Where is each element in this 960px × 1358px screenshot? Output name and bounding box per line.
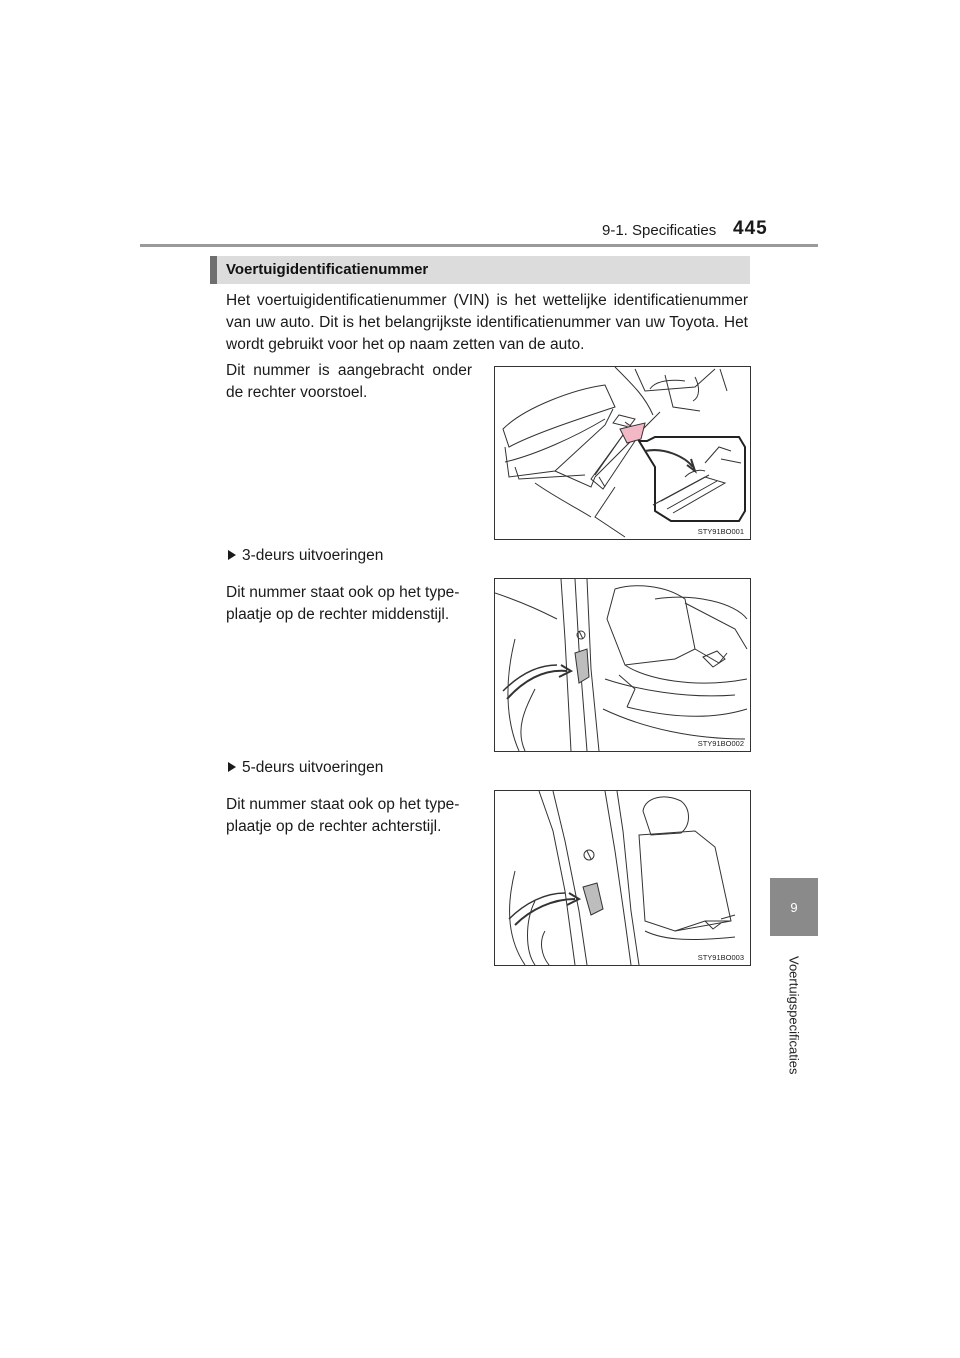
figure-front-seat [494,366,751,540]
section-heading: Voertuigidentificatienummer [226,261,429,278]
figure-code-3: STY91BO003 [697,953,744,962]
rear-pillar-illustration [495,791,750,965]
triangle-bullet-icon [228,762,236,772]
chapter-title [769,945,819,1085]
header-rule [140,244,818,247]
front-seat-illustration [495,367,750,539]
chapter-number: 9 [790,899,798,915]
figure-rear-pillar [494,790,751,966]
chapter-tab [770,878,818,936]
item-3-text: Dit nummer staat ook op het type-plaatje op de rechter achterstijl. [226,796,460,835]
figure-code-1: STY91BO001 [697,527,744,536]
item-2-text: Dit nummer staat ook op het type-plaatje op de rechter middenstijl. [226,584,460,623]
bullet-5-door [226,757,383,779]
page-number: 445 [733,218,768,239]
chapter-title-text: Voertuigspecificaties [786,955,802,1075]
bullet-3-door [226,545,383,567]
section-heading-bar [210,256,750,284]
intro-paragraph: Het voertuigidentificatienummer (VIN) is het wettelijke identificatienummer van uw auto. Dit is het belangrijkste identificatienummer van uw Toyota. Het wordt gebruikt voor het op naam zetten van de auto. [226,292,748,353]
triangle-bullet-icon [228,550,236,560]
center-pillar-illustration [495,579,750,751]
running-header-section: 9-1. Specificaties [602,222,717,239]
bullet-5-door-label: 5-deurs uitvoeringen [242,759,384,776]
section-heading-mark [210,256,217,284]
figure-code-2: STY91BO002 [697,739,744,748]
bullet-3-door-label: 3-deurs uitvoeringen [242,547,384,564]
figure-center-pillar [494,578,751,752]
item-1-text: Dit nummer is aangebracht onder de rechter voorstoel. [226,362,472,401]
